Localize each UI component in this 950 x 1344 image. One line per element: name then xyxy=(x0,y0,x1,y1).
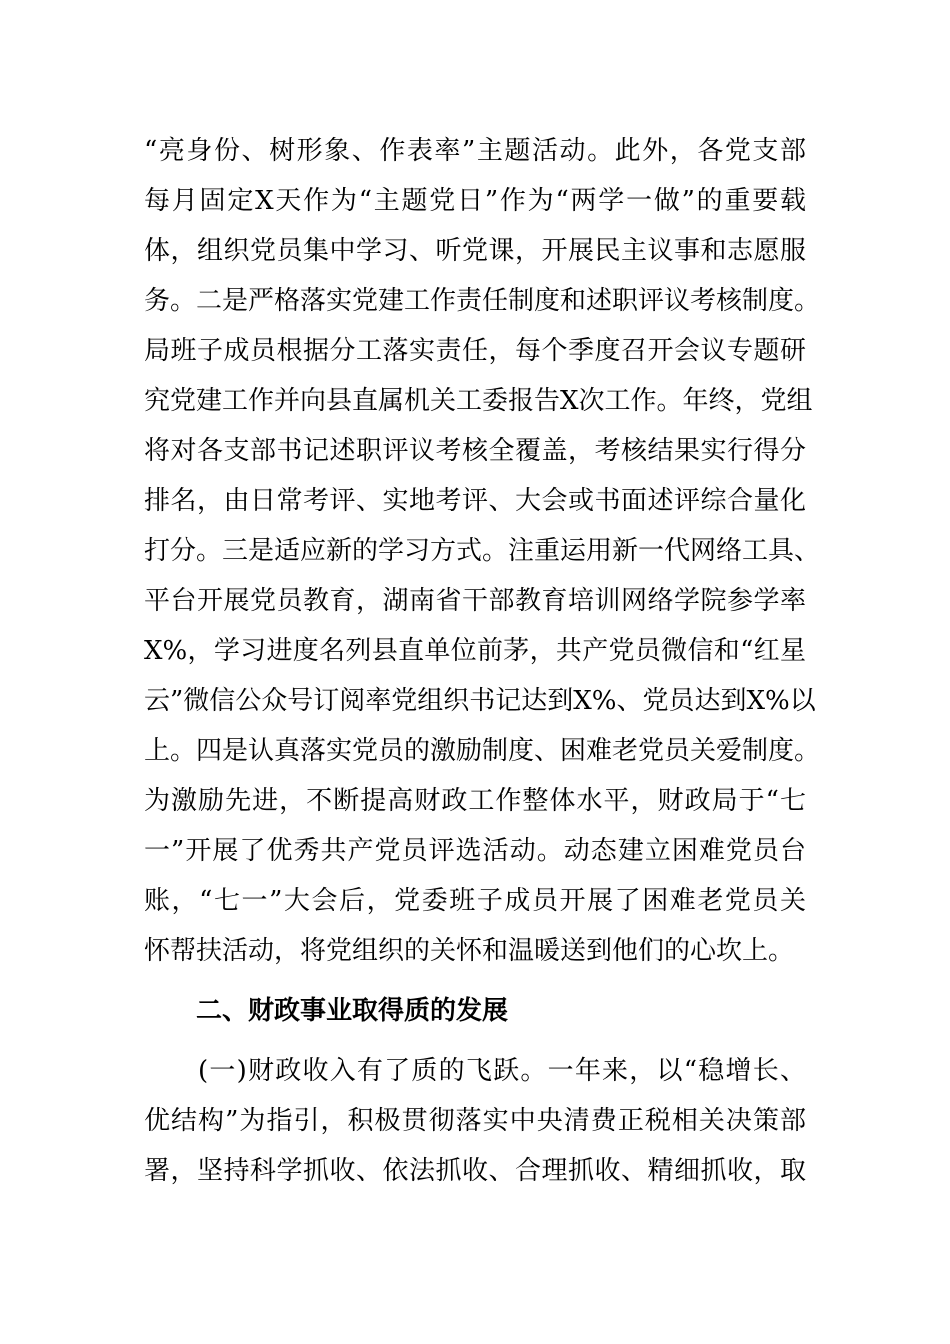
text-line: 为激励先进，不断提高财政工作整体水平，财政局于“七 xyxy=(144,786,806,816)
text-line: 账，“七一”大会后，党委班子成员开展了困难老党员关 xyxy=(144,886,806,916)
text-line: “亮身份、树形象、作表率”主题活动。此外，各党支部 xyxy=(144,136,806,166)
text-line: 上。四是认真落实党员的激励制度、困难老党员关爱制度。 xyxy=(144,736,821,766)
text-line: 平台开展党员教育，湖南省干部教育培训网络学院参学率 xyxy=(144,586,806,616)
text-line: 打分。三是适应新的学习方式。注重运用新一代网络工具、 xyxy=(144,536,821,566)
text-line: 局班子成员根据分工落实责任，每个季度召开会议专题研 xyxy=(144,336,806,366)
text-line: 优结构”为指引，积极贯彻落实中央清费正税相关决策部 xyxy=(144,1106,806,1136)
text-line: 务。二是严格落实党建工作责任制度和述职评议考核制度。 xyxy=(144,286,821,316)
text-line: 体，组织党员集中学习、听党课，开展民主议事和志愿服 xyxy=(144,236,806,266)
text-line: X%，学习进度名列县直单位前茅，共产党员微信和“红星 xyxy=(144,636,806,666)
text-line: 排名，由日常考评、实地考评、大会或书面述评综合量化 xyxy=(144,486,806,516)
text-line: 究党建工作并向县直属机关工委报告X次工作。年终，党组 xyxy=(144,386,813,416)
text-line: 云”微信公众号订阅率党组织书记达到X%、党员达到X%以 xyxy=(144,686,816,716)
text-line: 怀帮扶活动，将党组织的关怀和温暖送到他们的心坎上。 xyxy=(144,936,795,966)
text-line: 将对各支部书记述职评议考核全覆盖，考核结果实行得分 xyxy=(144,436,806,466)
text-line: (一)财政收入有了质的飞跃。一年来，以“稳增长、 xyxy=(198,1056,806,1086)
text-line: 一”开展了优秀共产党员评选活动。动态建立困难党员台 xyxy=(144,836,806,866)
section-heading: 二、财政事业取得质的发展 xyxy=(196,996,509,1026)
text-line: 每月固定X天作为“主题党日”作为“两学一做”的重要载 xyxy=(144,186,806,216)
text-line: 署，坚持科学抓收、依法抓收、合理抓收、精细抓收，取 xyxy=(144,1156,806,1186)
